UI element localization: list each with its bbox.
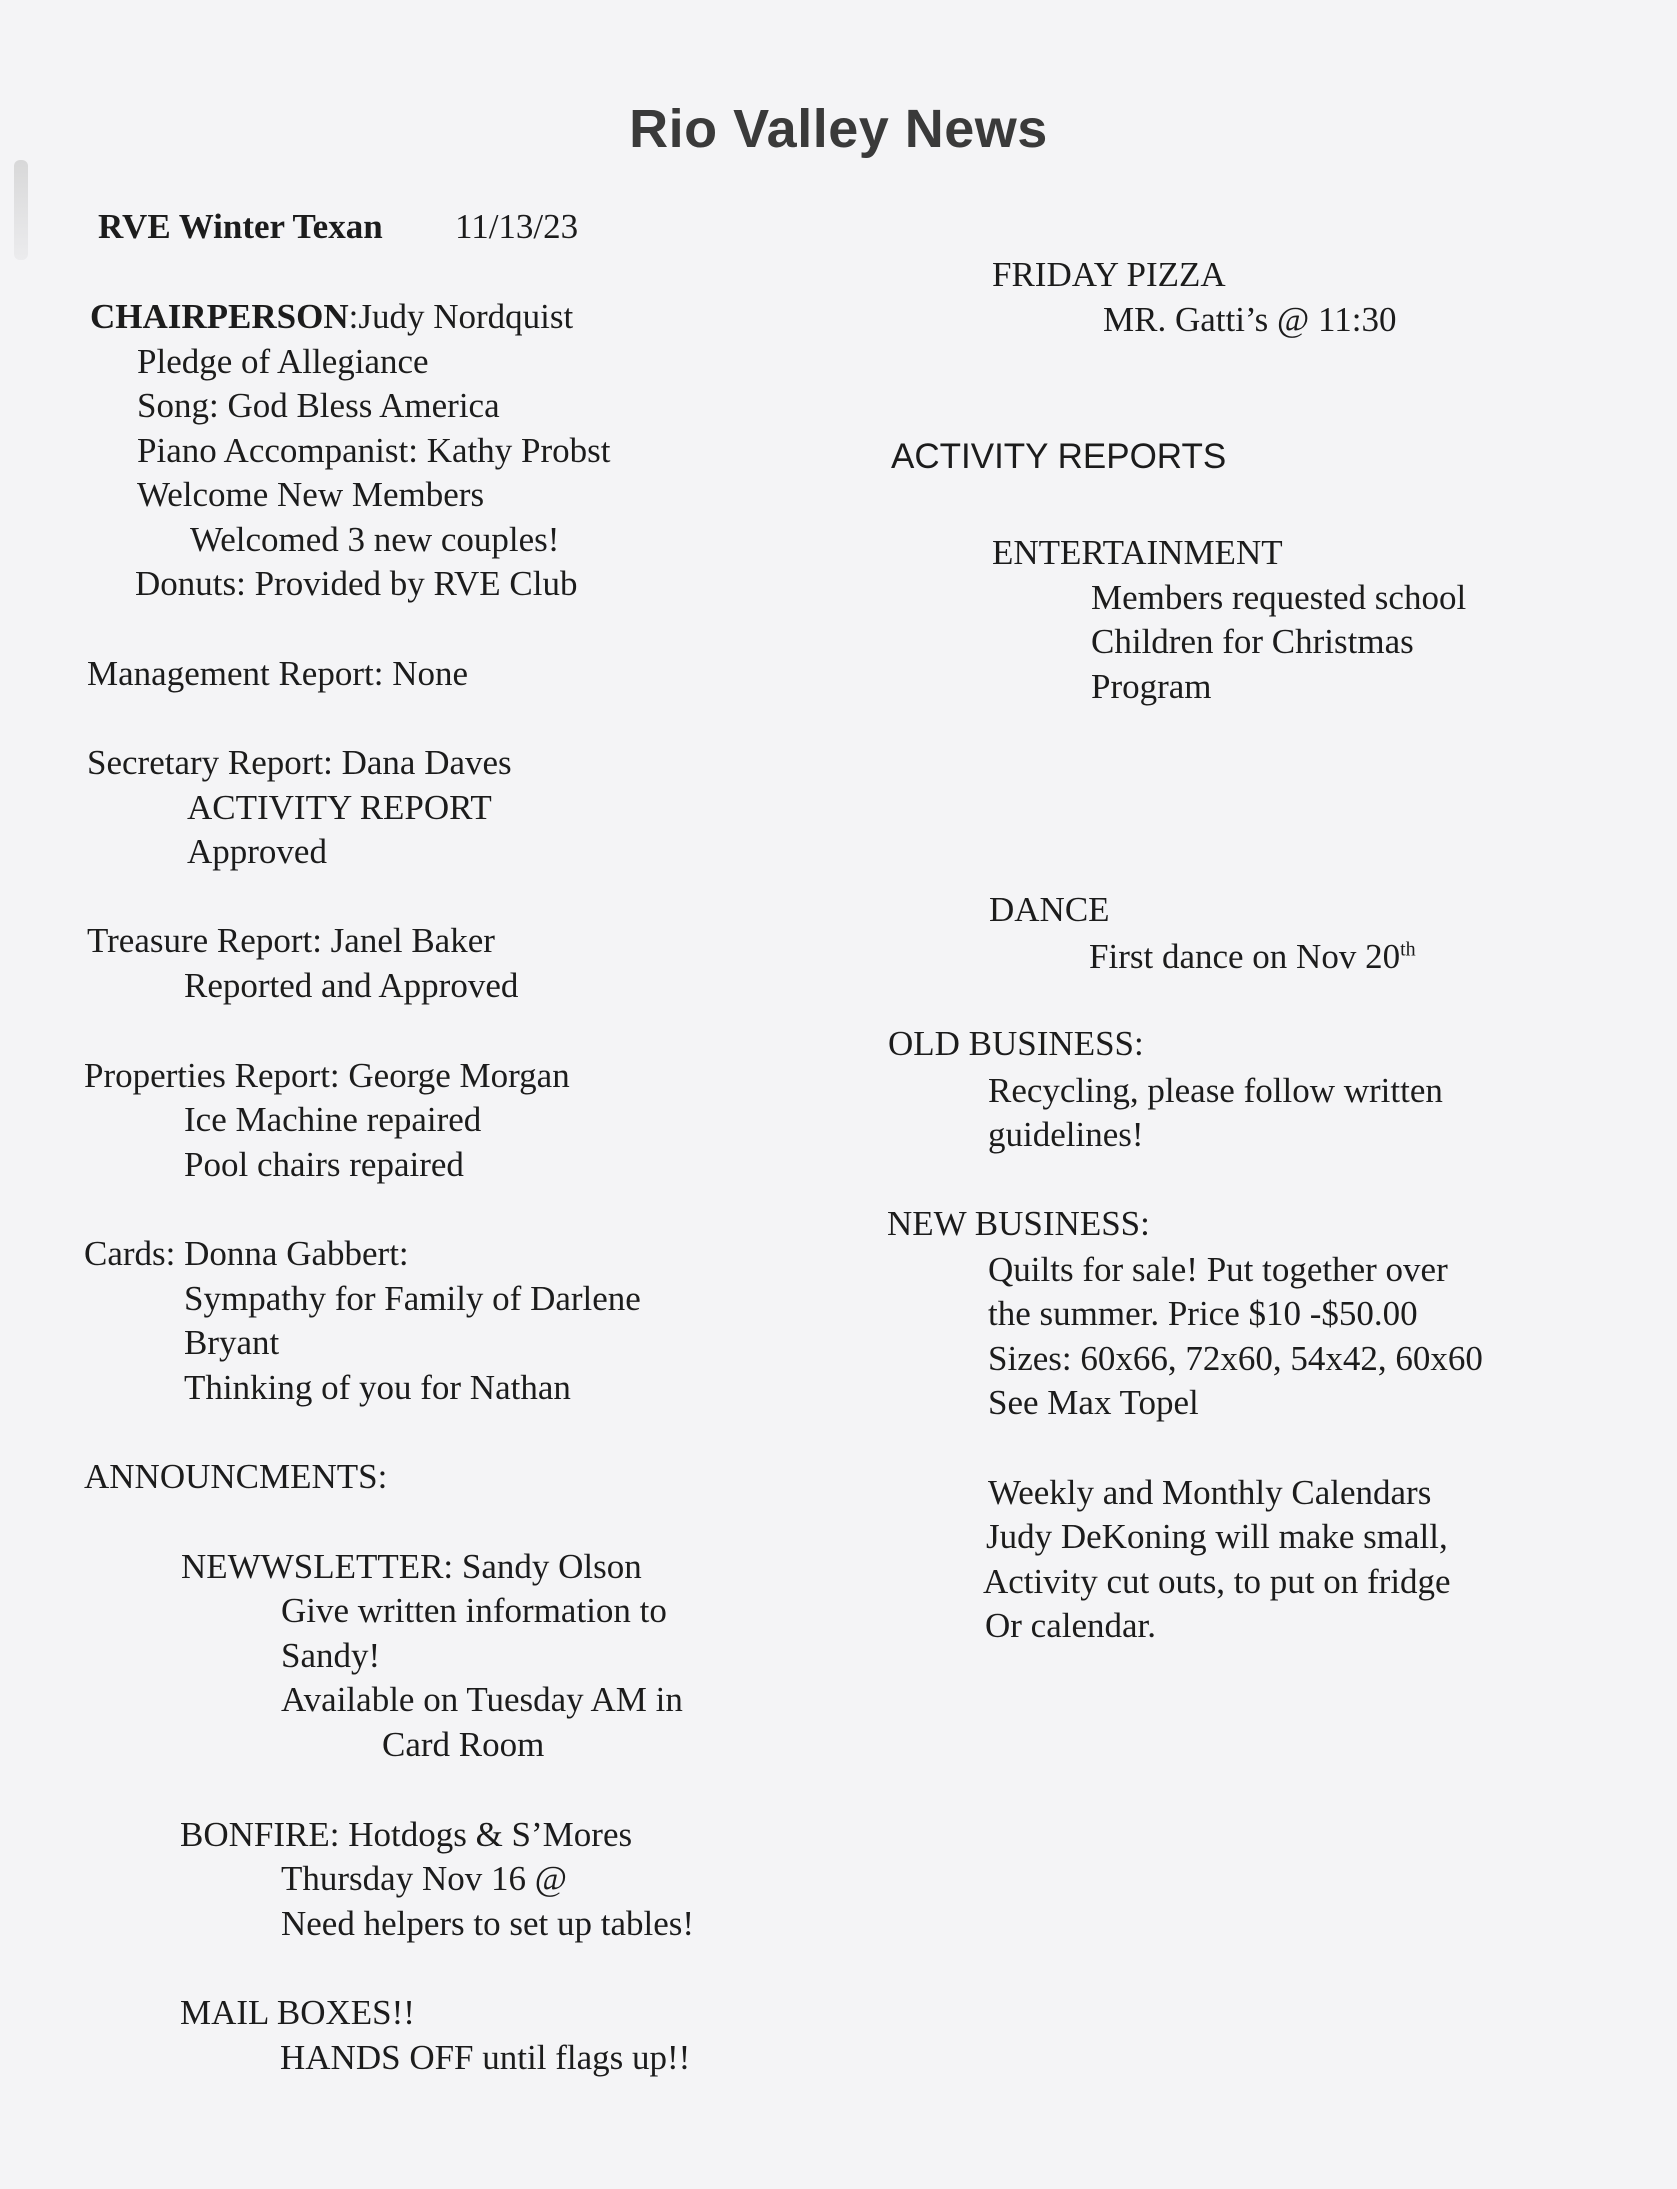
secretary-heading: Secretary Report: Dana Daves	[87, 743, 512, 782]
old-business-line: Recycling, please follow written	[988, 1071, 1443, 1110]
newsletter-line: Sandy!	[281, 1636, 381, 1675]
calendar-line: Weekly and Monthly Calendars	[988, 1473, 1432, 1512]
newsletter-heading: NEWWSLETTER: Sandy Olson	[181, 1547, 642, 1586]
treasure-heading: Treasure Report: Janel Baker	[87, 921, 495, 960]
cards-line: Thinking of you for Nathan	[184, 1368, 571, 1407]
chair-name: :Judy Nordquist	[348, 297, 574, 336]
dance-heading: DANCE	[989, 890, 1110, 929]
new-business-heading: NEW BUSINESS:	[887, 1204, 1150, 1243]
dance-text: First dance on Nov 20	[1089, 937, 1401, 976]
page-title: Rio Valley News	[629, 99, 1048, 159]
pizza-heading: FRIDAY PIZZA	[992, 255, 1226, 294]
mailboxes-line: HANDS OFF until flags up!!	[280, 2038, 691, 2077]
newsletter-room: Card Room	[382, 1725, 545, 1764]
chair-label: CHAIRPERSON	[90, 297, 349, 336]
chair-item: Welcome New Members	[137, 475, 485, 514]
old-business-heading: OLD BUSINESS:	[888, 1024, 1144, 1063]
calendar-line: Activity cut outs, to put on fridge	[983, 1562, 1451, 1601]
entertainment-line: Members requested school	[1091, 578, 1467, 617]
chair-item: Song: God Bless America	[137, 386, 500, 425]
secretary-line: Approved	[187, 832, 327, 871]
chair-item: Pledge of Allegiance	[137, 342, 429, 381]
entertainment-line: Program	[1091, 667, 1212, 706]
scan-artifact	[14, 160, 28, 260]
pizza-detail: MR. Gatti’s @ 11:30	[1103, 300, 1397, 339]
donuts-line: Donuts: Provided by RVE Club	[135, 564, 578, 603]
new-business-line: Quilts for sale! Put together over	[988, 1250, 1448, 1289]
cards-line: Bryant	[184, 1323, 280, 1362]
welcome-note: Welcomed 3 new couples!	[190, 520, 560, 559]
dance-ordinal: th	[1400, 938, 1416, 961]
dance-line	[1089, 935, 1416, 979]
mailboxes-heading: MAIL BOXES!!	[180, 1993, 415, 2032]
activity-reports-heading: ACTIVITY REPORTS	[891, 437, 1227, 476]
new-business-line: the summer. Price $10 -$50.00	[988, 1294, 1418, 1333]
bonfire-line: Need helpers to set up tables!	[281, 1904, 695, 1943]
entertainment-heading: ENTERTAINMENT	[992, 533, 1283, 572]
new-business-line: See Max Topel	[988, 1383, 1199, 1422]
calendar-line: Or calendar.	[985, 1606, 1157, 1645]
management-report: Management Report: None	[87, 654, 469, 693]
bonfire-line: Thursday Nov 16 @	[281, 1859, 567, 1898]
cards-line: Sympathy for Family of Darlene	[184, 1279, 641, 1318]
entertainment-line: Children for Christmas	[1091, 622, 1414, 661]
chair-item: Piano Accompanist: Kathy Probst	[137, 431, 611, 470]
bonfire-heading: BONFIRE: Hotdogs & S’Mores	[180, 1815, 633, 1854]
properties-heading: Properties Report: George Morgan	[84, 1056, 570, 1095]
properties-line: Pool chairs repaired	[184, 1145, 464, 1184]
secretary-line: ACTIVITY REPORT	[187, 788, 492, 827]
treasure-line: Reported and Approved	[184, 966, 519, 1005]
newsletter-line: Give written information to	[281, 1591, 667, 1630]
cards-heading: Cards: Donna Gabbert:	[84, 1234, 409, 1273]
chair-line	[90, 295, 573, 339]
properties-line: Ice Machine repaired	[184, 1100, 482, 1139]
newsletter-line: Available on Tuesday AM in	[281, 1680, 683, 1719]
new-business-line: Sizes: 60x66, 72x60, 54x42, 60x60	[988, 1339, 1483, 1378]
calendar-line: Judy DeKoning will make small,	[986, 1517, 1448, 1556]
header-date: 11/13/23	[455, 207, 579, 246]
announcements-heading: ANNOUNCMENTS:	[84, 1457, 388, 1496]
header-label: RVE Winter Texan	[98, 207, 383, 246]
old-business-line: guidelines!	[988, 1115, 1144, 1154]
